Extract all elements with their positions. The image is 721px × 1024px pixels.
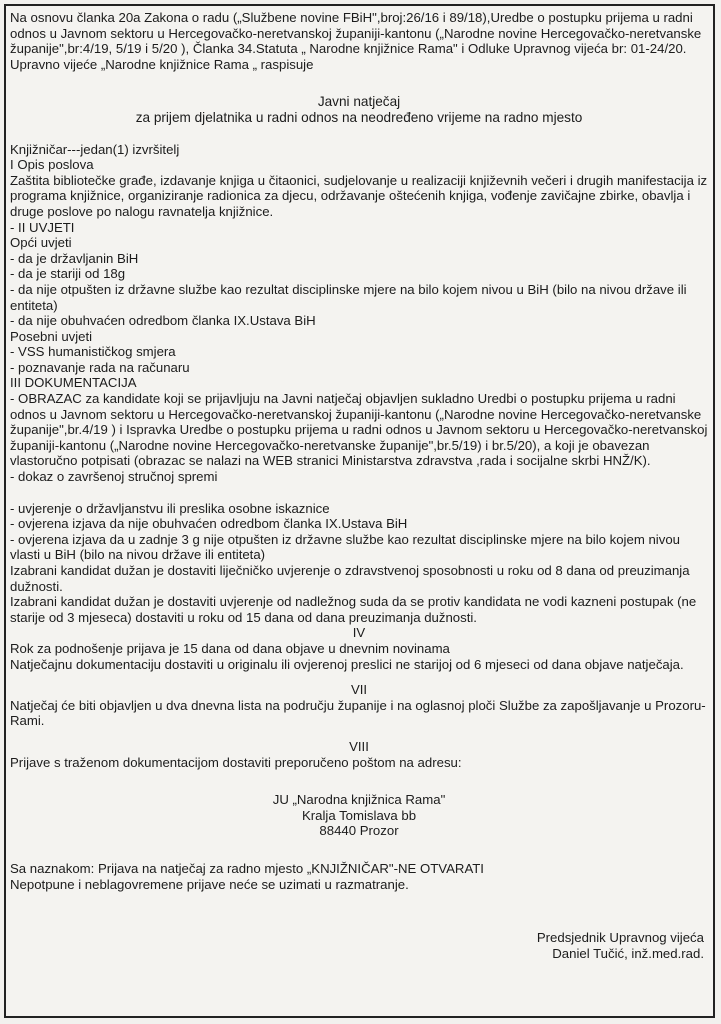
envelope-note: Sa naznakom: Prijava na natječaj za radno mjesto „KNJIŽNIČAR"-NE OTVARATI	[10, 860, 484, 876]
documents-format-text: Natječajnu dokumentaciju dostaviti u originalu ili ovjerenoj preslici ne starijoj od 6 mjeseci od dana objave natječaja.	[10, 656, 684, 672]
incomplete-applications-note: Nepotpune i neblagovremene prijave neće se uzimati u razmatranje.	[10, 876, 409, 892]
general-conditions-heading: Opći uvjeti	[10, 235, 72, 251]
section-8-text: Prijave s traženom dokumentacijom dostaviti preporučeno poštom na adresu:	[10, 754, 462, 770]
job-notice-document	[10, 10, 708, 961]
section-2-heading: - II UVJETI	[10, 219, 75, 235]
documentation-item: - dokaz o završenoj stručnoj spremi	[10, 469, 218, 485]
special-conditions-heading: Posebni uvjeti	[10, 328, 93, 344]
mailing-address	[10, 792, 708, 839]
section-1-heading: I Opis poslova	[10, 157, 94, 173]
documentation-item: - OBRAZAC za kandidate koji se prijavljuju na Javni natječaj objavljen sukladno Uredbi o postupku prijema u radni odnos u Javnom sektoru u Hercegovačko-neretvanskoj županiji-kantonu („Narodne novine Hercegovačko-neretvanske županije",br.4/19 ) i Ispravka Uredbe o postupku prijema u radni odnos u Javnom sektoru u Hercegovačko-neretvanskoj županiji-kantonu („Narodne novine Hercegovačko-neretvanske županije",br.5/19) i br.5/20), a koji je obavezan vlastoručno potpisati (obrazac se nalazi na WEB stranici Ministarstva zdravstva ,rada i socijalne skrbi HNŽ/K).	[10, 391, 708, 469]
signature-name: Daniel Tučić, inž.med.rad.	[552, 945, 704, 961]
section-1-text: Zaštita bibliotečke građe, izdavanje knjiga u čitaonici, sudjelovanje u realizaciji književnih večeri i drugih manifestacija iz programa knjižnice, organiziranje radionica za djecu, održavanje oštećenih knjiga, vođenje zavičajne zbirke, obavlja i druge poslove po nalogu ravnatelja knjižnice.	[10, 172, 708, 219]
position-title: Knjižničar---jedan(1) izvršitelj	[10, 141, 180, 157]
intro-paragraph: Na osnovu članka 20a Zakona o radu („Službene novine FBiH",broj:26/16 i 89/18),Uredbe o postupku prijema u radni odnos u Javnom sektoru u Hercegovačko-neretvanskoj županiji-kantonu („Narodne novine Hercegovačko-neretvanske županije",br:4/19, 5/19 i 5/20 ), Članka 34.Statuta „ Narodne knjižnice Rama" i Odluke Upravnog vijeća br: 01-24/20. Upravno vijeće „Narodne knjižnice Rama „ raspisuje	[10, 10, 702, 72]
notice-subtitle: za prijem djelatnika u radni odnos na neodređeno vrijeme na radno mjesto	[135, 109, 583, 125]
section-7-text: Natječaj će biti objavljen u dva dnevna lista na području županije i na oglasnoj ploči Službe za zapošljavanje u Prozoru-Rami.	[10, 697, 706, 729]
notice-title: Javni natječaj	[317, 94, 401, 110]
documentation-item: - ovjerena izjava da u zadnje 3 g nije otpušten iz državne službe kao rezultat disciplinske mjere na bilo kojem nivou vlasti u BiH (bilo na nivou države ili entiteta)	[10, 531, 680, 563]
section-3-heading: III DOKUMENTACIJA	[10, 375, 137, 391]
address-line: Kralja Tomislava bb	[301, 807, 417, 823]
general-condition-item: - da je državljanin BiH	[10, 250, 139, 266]
address-line: JU „Narodna knjižnica Rama"	[272, 792, 446, 808]
documentation-item: - ovjerena izjava da nije obuhvaćen odredbom članka IX.Ustava BiH	[10, 516, 408, 532]
deadline-text: Rok za podnošenje prijava je 15 dana od dana objave u dnevnim novinama	[10, 640, 450, 656]
section-8-heading: VIII	[349, 738, 369, 754]
special-condition-item: - VSS humanističkog smjera	[10, 344, 176, 360]
documentation-item: Izabrani kandidat dužan je dostaviti uvjerenje od nadležnog suda da se protiv kandidata ne vodi kazneni postupak (ne starije od 3 mjeseca) dostaviti u roku od 15 dana od dana preuzimanja dužnosti.	[10, 594, 697, 625]
special-condition-item: - poznavanje rada na računaru	[10, 359, 190, 375]
address-line: 88440 Prozor	[319, 823, 399, 839]
signature-title: Predsjednik Upravnog vijeća	[536, 930, 704, 946]
general-condition-item: - da nije obuhvaćen odredbom članka IX.Ustava BiH	[10, 313, 316, 329]
general-condition-item: - da je stariji od 18g	[10, 266, 126, 282]
documentation-item: - uvjerenje o državljanstvu ili preslika osobne iskaznice	[10, 500, 330, 516]
documentation-item: Izabrani kandidat dužan je dostaviti liječničko uvjerenje o zdravstvenoj sposobnosti u roku od 8 dana od preuzimanja dužnosti.	[10, 563, 690, 594]
general-condition-item: - da nije otpušten iz državne službe kao rezultat disciplinske mjere na bilo kojem nivou u BiH (bilo na nivou države ili entiteta)	[10, 281, 687, 313]
section-4-heading: IV	[352, 625, 366, 641]
section-7-heading: VII	[350, 682, 368, 698]
